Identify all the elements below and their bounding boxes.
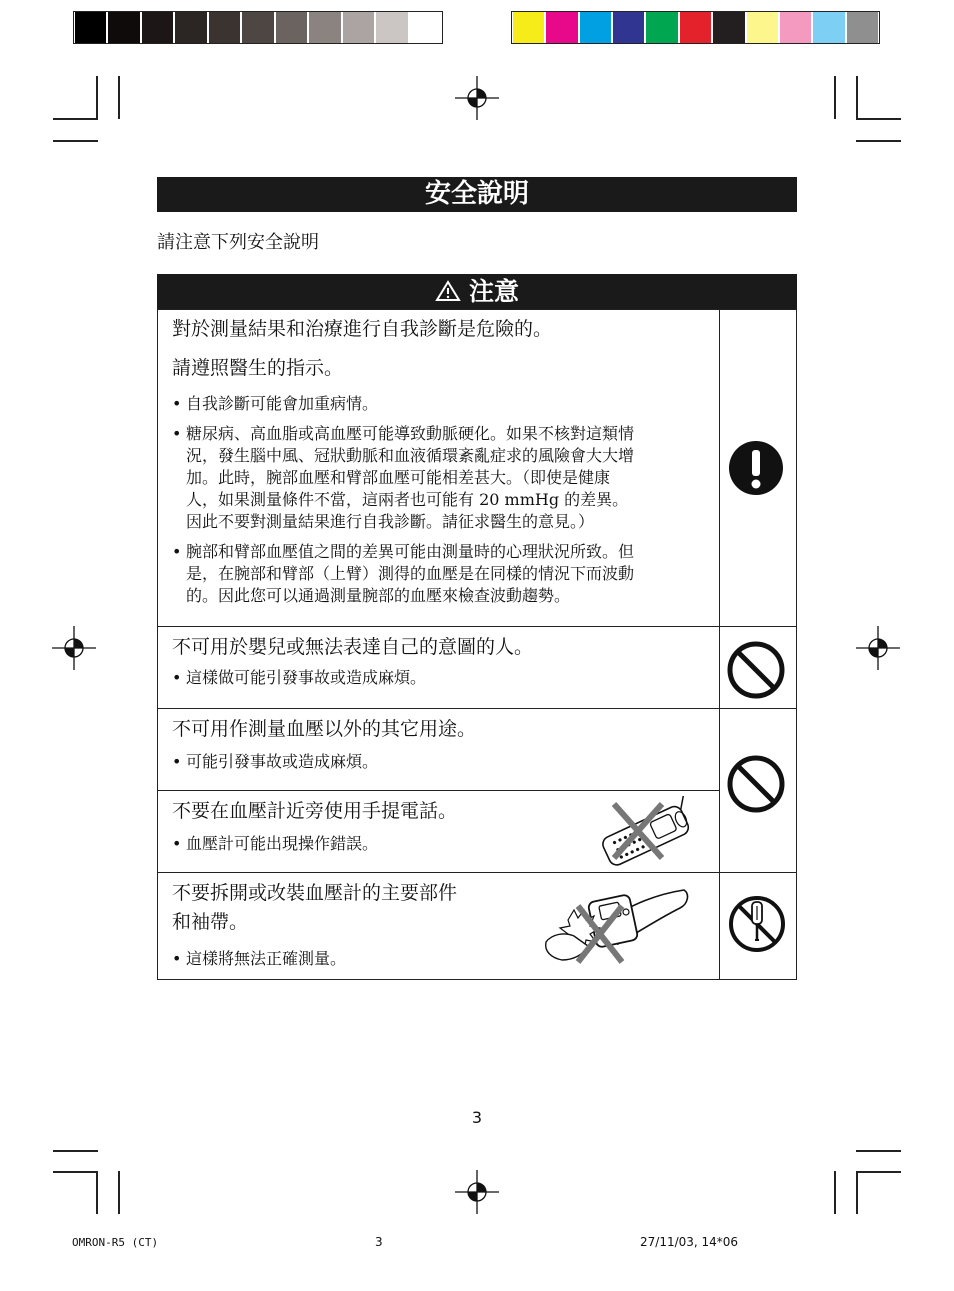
page-title: 安全說明 bbox=[157, 177, 797, 212]
caution-block-self-diagnosis bbox=[158, 318, 720, 626]
row-divider bbox=[158, 626, 796, 627]
bullet-item bbox=[172, 423, 720, 533]
color-swatch bbox=[276, 12, 307, 43]
prohibition-icon bbox=[726, 754, 786, 814]
color-swatch bbox=[309, 12, 340, 43]
color-swatch bbox=[343, 12, 374, 43]
color-swatch bbox=[613, 12, 644, 43]
color-swatch bbox=[646, 12, 677, 43]
crop-mark bbox=[53, 140, 98, 142]
crop-mark bbox=[53, 118, 98, 120]
crop-mark bbox=[856, 76, 858, 119]
crop-mark bbox=[834, 1171, 836, 1214]
color-swatch bbox=[780, 12, 811, 43]
registration-mark-icon bbox=[455, 1170, 499, 1214]
footer-page: 3 bbox=[375, 1235, 383, 1249]
block-heading: 和袖帶。 bbox=[172, 911, 249, 933]
bullet-item: • 可能引發事故或造成麻煩。 bbox=[172, 751, 720, 773]
bullet-line: 的。因此您可以通過測量腕部的血壓來檢查波動趨勢。 bbox=[186, 586, 571, 605]
registration-mark-icon bbox=[52, 626, 96, 670]
caution-block-infants bbox=[158, 636, 720, 689]
color-swatch bbox=[513, 12, 544, 43]
color-swatch bbox=[546, 12, 577, 43]
registration-mark-icon bbox=[455, 76, 499, 120]
block-heading: 對於測量結果和治療進行自我診斷是危險的。 bbox=[172, 318, 553, 340]
color-swatch bbox=[580, 12, 611, 43]
crop-mark bbox=[53, 1150, 98, 1152]
caution-label: 注意 bbox=[468, 277, 519, 306]
color-swatch bbox=[108, 12, 139, 43]
crop-mark bbox=[856, 118, 901, 120]
color-swatch bbox=[713, 12, 744, 43]
crop-mark bbox=[118, 1171, 120, 1214]
crop-mark bbox=[53, 1171, 98, 1173]
row-divider bbox=[158, 790, 720, 791]
block-heading: 不可用於嬰兒或無法表達自己的意圖的人。 bbox=[172, 636, 534, 658]
warning-triangle-icon bbox=[435, 280, 461, 302]
bullet-item bbox=[172, 541, 720, 607]
intro-text: 請注意下列安全說明 bbox=[157, 232, 319, 253]
caution-table bbox=[157, 309, 797, 980]
bullet-item: • 這樣做可能引發事故或造成麻煩。 bbox=[172, 667, 720, 689]
color-swatch bbox=[680, 12, 711, 43]
footer-job-name: OMRON-R5 (CT) bbox=[72, 1236, 159, 1249]
block-heading: 請遵照醫生的指示。 bbox=[172, 357, 344, 379]
bullet-line: 況，發生腦中風、冠狀動脈和血液循環紊亂症求的風險會大大增 bbox=[186, 446, 635, 465]
no-mobile-phone-icon bbox=[592, 796, 702, 866]
color-swatch bbox=[813, 12, 844, 43]
block-heading: 不可用作測量血壓以外的其它用途。 bbox=[172, 718, 477, 740]
color-swatch bbox=[410, 12, 441, 43]
color-swatch bbox=[242, 12, 273, 43]
bullet-item: • 自我診斷可能會加重病情。 bbox=[172, 393, 720, 415]
color-swatch bbox=[75, 12, 106, 43]
caution-header bbox=[157, 274, 797, 310]
bullet-line: 是，在腕部和臂部（上臂）測得的血壓是在同樣的情況下而波動 bbox=[186, 564, 635, 583]
crop-mark bbox=[856, 1150, 901, 1152]
crop-mark bbox=[856, 1171, 858, 1214]
bullet-line: 人，如果測量條件不當，這兩者也可能有 20 mmHg 的差異。 bbox=[186, 490, 629, 509]
caution-block-other-use bbox=[158, 718, 720, 773]
block-heading: 不要拆開或改裝血壓計的主要部件 bbox=[172, 882, 458, 904]
crop-mark bbox=[856, 1171, 901, 1173]
prohibition-icon bbox=[726, 640, 786, 700]
color-swatch bbox=[209, 12, 240, 43]
bullet-line: • 腕部和臂部血壓值之間的差異可能由測量時的心理狀況所致。但 bbox=[186, 542, 635, 561]
row-divider bbox=[158, 872, 796, 873]
bullet-line: • 糖尿病、高血脂或高血壓可能導致動脈硬化。如果不核對這類情 bbox=[186, 424, 635, 443]
bullet-item: • 這樣將無法正確測量。 bbox=[172, 948, 720, 970]
color-swatch bbox=[142, 12, 173, 43]
disassembly-illustration-icon bbox=[540, 882, 692, 966]
color-swatch bbox=[175, 12, 206, 43]
no-disassembly-icon bbox=[727, 894, 787, 954]
footer-timestamp: 27/11/03, 14*06 bbox=[640, 1235, 739, 1249]
crop-mark bbox=[96, 76, 98, 119]
bullet-line: 因此不要對測量結果進行自我診斷。請征求醫生的意見。） bbox=[186, 512, 595, 531]
block-heading: 不要在血壓計近旁使用手提電話。 bbox=[172, 800, 458, 822]
row-divider bbox=[158, 708, 796, 709]
color-swatch bbox=[376, 12, 407, 43]
registration-mark-icon bbox=[856, 626, 900, 670]
page-number: 3 bbox=[471, 1108, 483, 1127]
crop-mark bbox=[118, 76, 120, 119]
bullet-item: • 血壓計可能出現操作錯誤。 bbox=[172, 833, 720, 855]
crop-mark bbox=[856, 140, 901, 142]
bullet-line: 加。此時，腕部血壓和臂部血壓可能相差甚大。（即使是健康 bbox=[186, 468, 611, 487]
crop-mark bbox=[96, 1171, 98, 1214]
crop-mark bbox=[834, 76, 836, 119]
color-swatch bbox=[847, 12, 878, 43]
mandatory-exclamation-icon bbox=[728, 440, 784, 496]
color-swatch bbox=[747, 12, 778, 43]
